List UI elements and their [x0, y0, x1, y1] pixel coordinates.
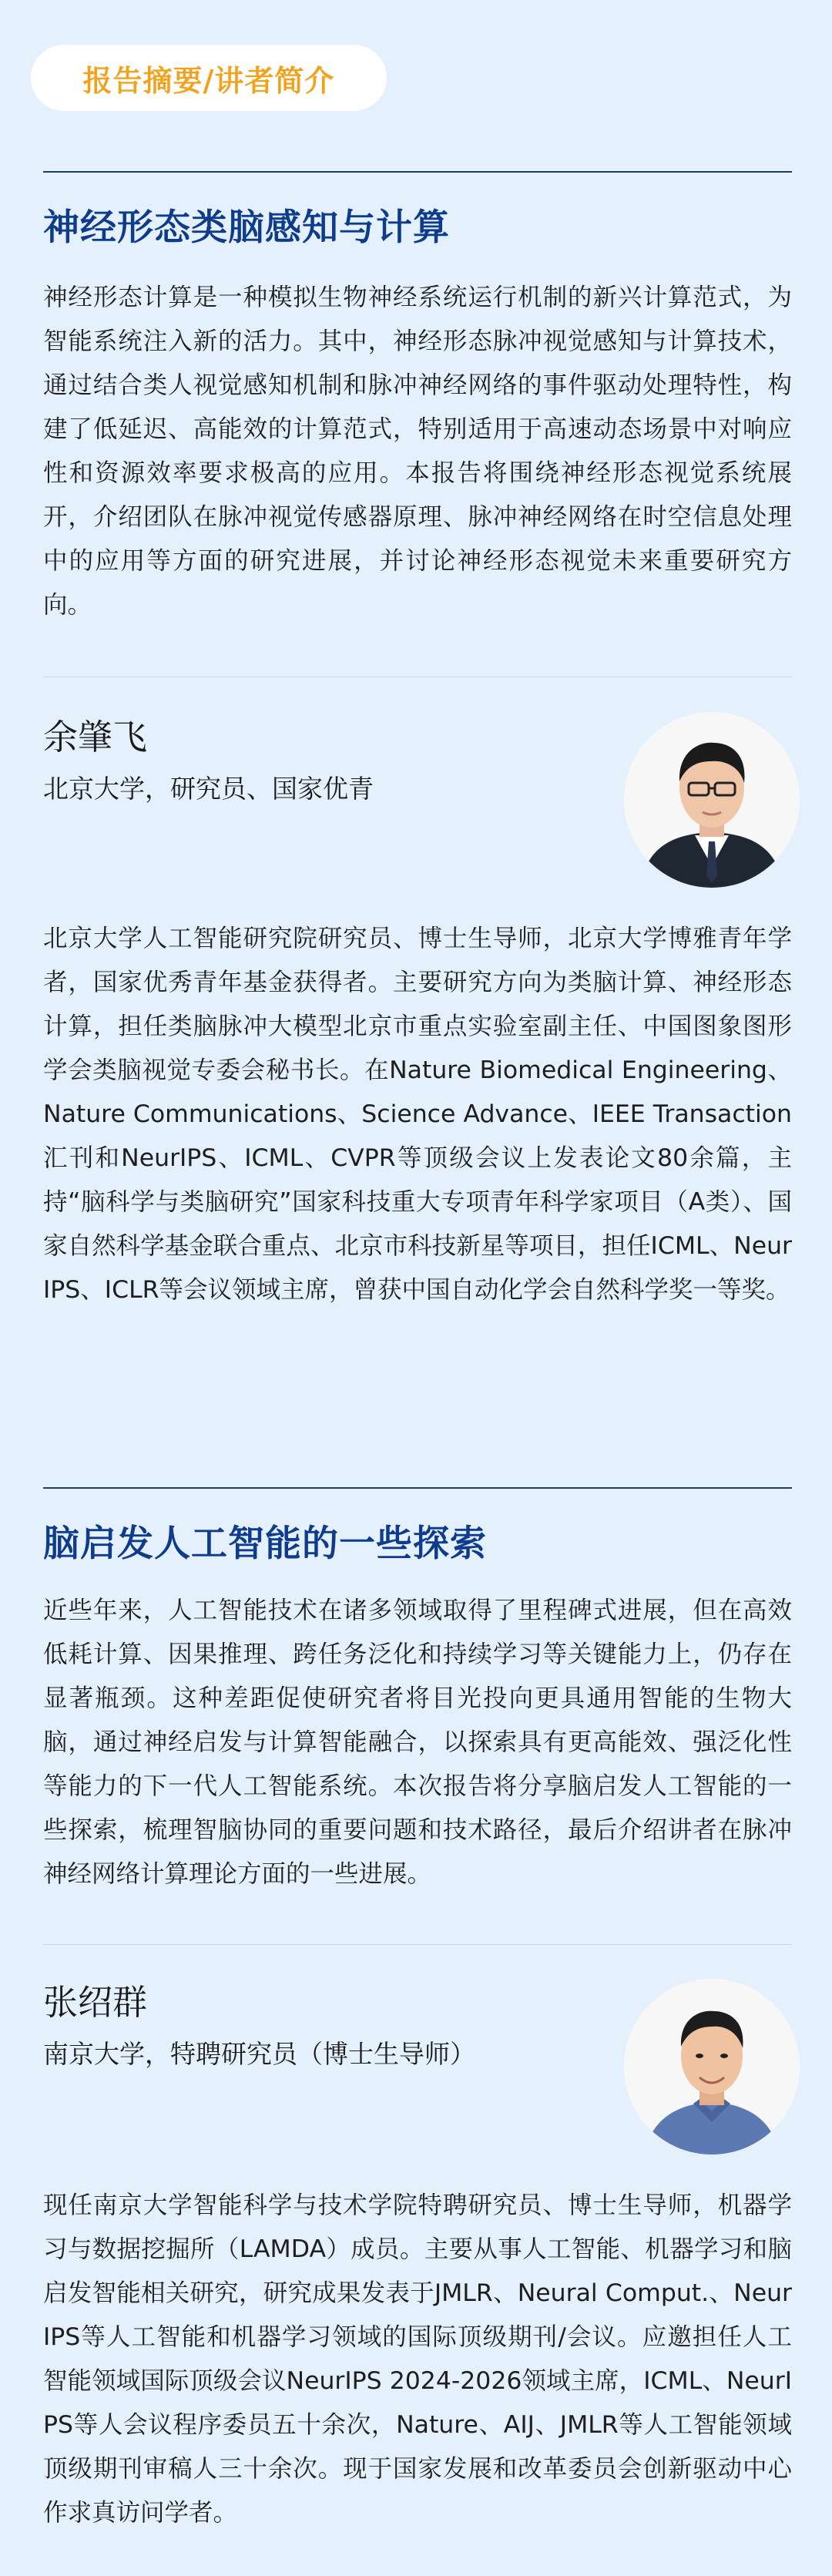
talk-abstract: 神经形态计算是一种模拟生物神经系统运行机制的新兴计算范式，为智能系统注入新的活力。其中，神经形态脉冲视觉感知与计算技术，通过结合类人视觉感知机制和脉冲神经网络的事件驱动处理特性，构建了低延迟、高能效的计算范式，特别适用于高速动态场景中对响应性和资源效率要求极高的应用。本报告将围绕神经形态视觉系统展开，介绍团队在脉冲视觉传感器原理、脉冲神经网络在时空信息处理中的应用等方面的研究进展，并讨论神经形态视觉未来重要研究方向。: [43, 284, 792, 619]
talk-abstract: 近些年来，人工智能技术在诸多领域取得了里程碑式进展，但在高效低耗计算、因果推理、跨任务泛化和持续学习等关键能力上，仍存在显著瓶颈。这种差距促使研究者将目光投向更具通用智能的生物大脑，通过神经启发与计算智能融合，以探索具有更高能效、强泛化性等能力的下一代人工智能系统。本次报告将分享脑启发人工智能的一些探索，梳理智脑协同的重要问题和技术路径，最后介绍讲者在脉冲神经网络计算理论方面的一些进展。: [43, 1597, 792, 1888]
speaker-divider: [43, 1944, 792, 1945]
talk-title: 脑启发人工智能的一些探索: [43, 1523, 487, 1565]
section-divider: [43, 171, 792, 173]
section-header-title: 报告摘要/讲者简介: [82, 63, 335, 98]
speaker-name: 张绍群: [43, 1982, 148, 2023]
section-header-pill: [31, 45, 387, 111]
section-divider: [43, 1487, 792, 1489]
speaker-name: 余肇飞: [43, 717, 148, 757]
speaker-photo: [624, 1979, 800, 2155]
speaker-bio: 现任南京大学智能科学与技术学院特聘研究员、博士生导师，机器学习与数据挖掘所（LAMDA）成员。主要从事人工智能、机器学习和脑启发智能相关研究，研究成果发表于JMLR、Neural Comput.、NeurIPS等人工智能和机器学习领域的国际顶级期刊/会议。应邀担任人工智能领域国际顶级会议NeurIPS 2024-2026领域主席，ICML、NeurIPS等人会议程序委员五十余次，Nature、AIJ、JMLR等人工智能领域顶级期刊审稿人三十余次。现于国家发展和改革委员会创新驱动中心作求真访问学者。: [43, 2191, 792, 2527]
speaker-affiliation: 南京大学，特聘研究员（博士生导师）: [43, 2039, 475, 2069]
speaker-affiliation: 北京大学，研究员、国家优青: [43, 774, 374, 804]
speaker-photo: [624, 712, 800, 888]
speaker-bio: 北京大学人工智能研究院研究员、博士生导师，北京大学博雅青年学者，国家优秀青年基金获得者。主要研究方向为类脑计算、神经形态计算，担任类脑脉冲大模型北京市重点实验室副主任、中国图象图形学会类脑视觉专委会秘书长。在Nature Biomedical Engineering、Nature Communications、Science Advance、IEEE Transaction汇刊和NeurIPS、ICML、CVPR等顶级会议上发表论文80余篇，主持“脑科学与类脑研究”国家科技重大专项青年科学家项目（A类）、国家自然科学基金联合重点、北京市科技新星等项目，担任ICML、NeurIPS、ICLR等会议领域主席，曾获中国自动化学会自然科学奖一等奖。: [43, 925, 792, 1304]
talk-title: 神经形态类脑感知与计算: [43, 207, 450, 249]
